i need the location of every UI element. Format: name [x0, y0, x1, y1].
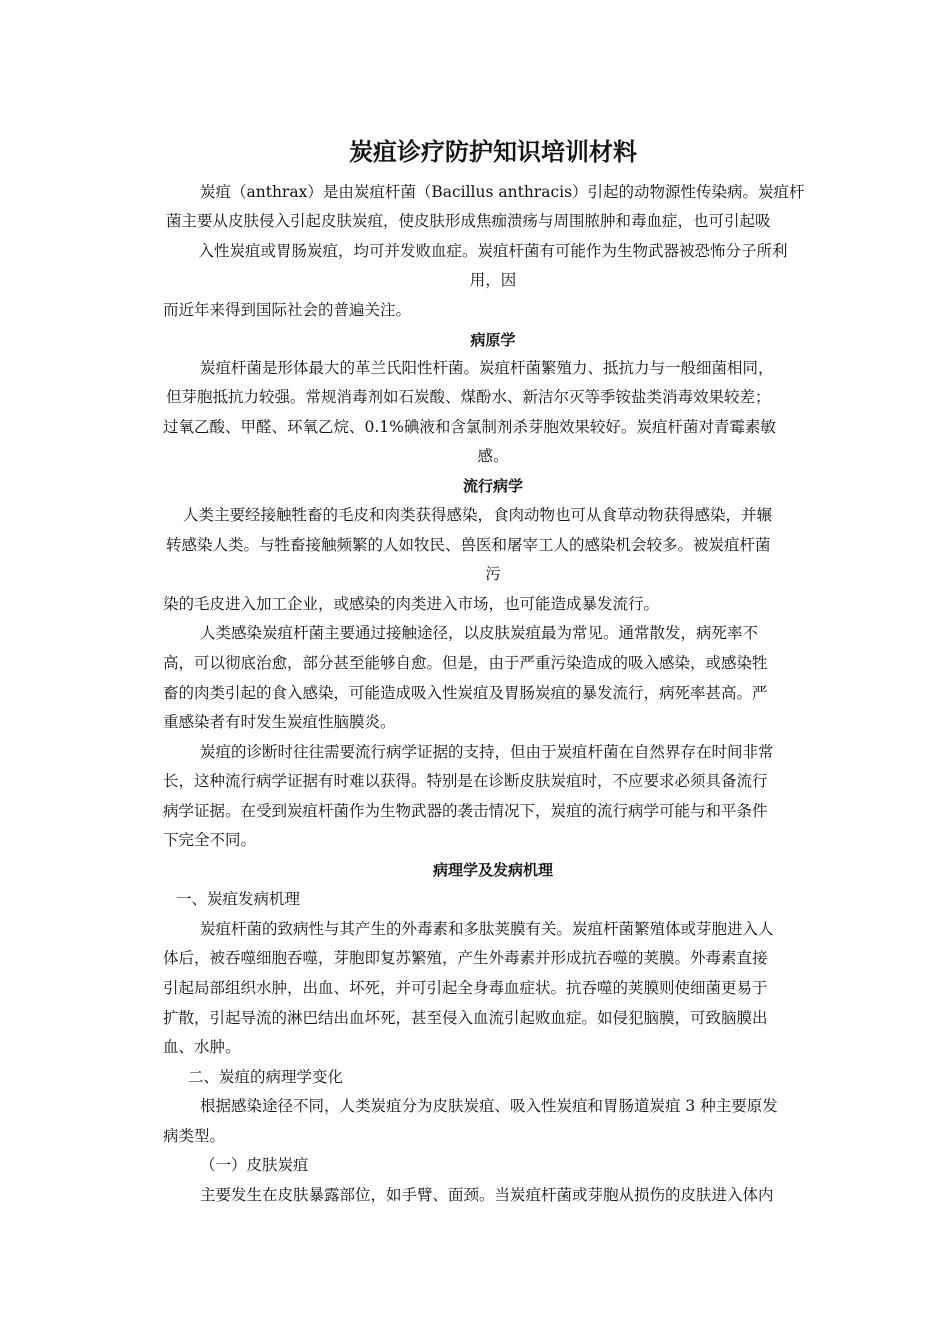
paragraph-line: 但芽胞抵抗力较强。常规消毒剂如石炭酸、煤酚水、新洁尔灭等季铵盐类消毒效果较差； — [166, 388, 771, 406]
paragraph-line: 用，因 — [469, 271, 517, 289]
paragraph-line: 过氧乙酸、甲醛、环氧乙烷、0.1%碘液和含氯制剂杀芽胞效果较好。炭疽杆菌对青霉素敏 — [163, 418, 776, 436]
paragraph-line: 高，可以彻底治愈，部分甚至能够自愈。但是，由于严重污染造成的吸入感染，或感染牲 — [163, 654, 768, 672]
paragraph-line: 长，这种流行病学证据有时难以获得。特别是在诊断皮肤炭疽时，不应要求必须具备流行 — [163, 772, 768, 790]
paragraph-line: 主要发生在皮肤暴露部位，如手臂、面颈。当炭疽杆菌或芽胞从损伤的皮肤进入体内 — [200, 1186, 774, 1204]
paragraph-line: 菌主要从皮肤侵入引起皮肤炭疽，使皮肤形成焦痂溃疡与周围脓肿和毒血症，也可引起吸 — [166, 212, 771, 230]
paragraph-line: 感。 — [477, 447, 509, 465]
section-heading: 病原学 — [470, 331, 516, 349]
paragraph-line: 下完全不同。 — [163, 831, 257, 849]
paragraph-line: 病类型。 — [163, 1127, 226, 1145]
paragraph-line: 入性炭疽或胃肠炭疽，均可并发败血症。炭疽杆菌有可能作为生物武器被恐怖分子所利 — [198, 242, 788, 260]
subsection-heading: （一）皮肤炭疽 — [200, 1156, 309, 1174]
paragraph-line: 根据感染途径不同，人类炭疽分为皮肤炭疽、吸入性炭疽和胃肠道炭疽 3 种主要原发 — [200, 1097, 778, 1115]
paragraph-line: 炭疽杆菌是形体最大的革兰氏阳性杆菌。炭疽杆菌繁殖力、抵抗力与一般细菌相同， — [200, 359, 774, 377]
paragraph-line: 炭疽（anthrax）是由炭疽杆菌（Bacillus anthracis）引起的动物源性传染病。炭疽杆 — [200, 183, 805, 201]
paragraph-line: 人类感染炭疽杆菌主要通过接触途径，以皮肤炭疽最为常见。通常散发，病死率不 — [200, 624, 759, 642]
paragraph-line: 而近年来得到国际社会的普遍关注。 — [163, 301, 412, 319]
paragraph-line: 炭疽的诊断时往往需要流行病学证据的支持，但由于炭疽杆菌在自然界存在时间非常 — [200, 743, 774, 761]
paragraph-line: 引起局部组织水肿，出血、坏死，并可引起全身毒血症状。抗吞噬的荚膜则使细菌更易于 — [163, 979, 768, 997]
paragraph-line: 炭疽杆菌的致病性与其产生的外毒素和多肽荚膜有关。炭疽杆菌繁殖体或芽胞进入人 — [200, 920, 774, 938]
paragraph-line: 转感染人类。与牲畜接触频繁的人如牧民、兽医和屠宰工人的感染机会较多。被炭疽杆菌 — [166, 536, 771, 554]
document-title: 炭疽诊疗防护知识培训材料 — [349, 138, 637, 166]
paragraph-line: 血、水肿。 — [163, 1038, 241, 1056]
paragraph-line: 染的毛皮进入加工企业，或感染的肉类进入市场，也可能造成暴发流行。 — [163, 595, 660, 613]
subsection-heading: 一、炭疽发病机理 — [176, 890, 301, 908]
section-heading: 病理学及发病机理 — [432, 861, 553, 879]
paragraph-line: 污 — [485, 565, 501, 583]
subsection-heading: 二、炭疽的病理学变化 — [188, 1068, 344, 1086]
paragraph-line: 扩散，引起导流的淋巴结出血坏死，甚至侵入血流引起败血症。如侵犯脑膜，可致脑膜出 — [163, 1009, 768, 1027]
paragraph-line: 体后，被吞噬细胞吞噬，芽胞即复苏繁殖，产生外毒素并形成抗吞噬的荚膜。外毒素直接 — [163, 949, 768, 967]
paragraph-line: 人类主要经接触牲畜的毛皮和肉类获得感染，食肉动物也可从食草动物获得感染，并辗 — [183, 506, 773, 524]
section-heading: 流行病学 — [462, 477, 523, 495]
paragraph-line: 病学证据。在受到炭疽杆菌作为生物武器的袭击情况下，炭疽的流行病学可能与和平条件 — [163, 802, 768, 820]
paragraph-line: 重感染者有时发生炭疽性脑膜炎。 — [163, 713, 396, 731]
paragraph-line: 畜的肉类引起的食入感染，可能造成吸入性炭疽及胃肠炭疽的暴发流行，病死率甚高。严 — [163, 684, 768, 702]
